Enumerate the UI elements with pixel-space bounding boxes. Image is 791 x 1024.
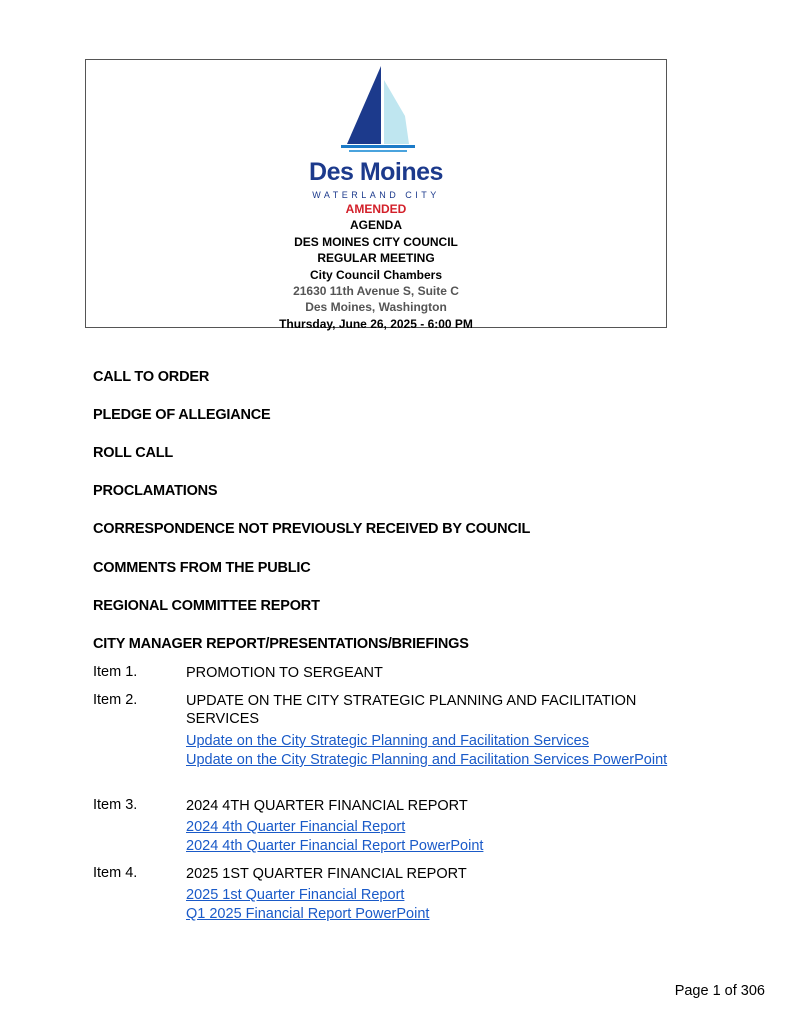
item-3-title: 2024 4TH QUARTER FINANCIAL REPORT: [186, 798, 468, 814]
logo-name: Des Moines: [309, 158, 443, 186]
meeting-location: City Council Chambers: [309, 267, 443, 282]
meeting-address: 21630 11th Avenue S, Suite C: [293, 284, 459, 299]
meeting-type: REGULAR MEETING: [317, 251, 435, 266]
section-pledge: PLEDGE OF ALLEGIANCE: [93, 407, 271, 423]
section-roll-call: ROLL CALL: [93, 445, 174, 461]
logo-tagline: WATERLAND CITY: [312, 190, 440, 200]
item-2-title: UPDATE ON THE CITY STRATEGIC PLANNING AND FACILITATION SERVICES: [186, 693, 637, 727]
item-4-link-2[interactable]: Q1 2025 Financial Report PowerPoint: [186, 906, 430, 922]
meeting-city: Des Moines, Washington: [305, 300, 447, 315]
meeting-datetime: Thursday, June 26, 2025 - 6:00 PM: [279, 316, 473, 331]
amended-label: AMENDED: [345, 202, 407, 216]
sailboat-logo-icon: [301, 64, 451, 156]
item-4-number: Item 4.: [93, 865, 138, 881]
section-call-to-order: CALL TO ORDER: [93, 369, 210, 385]
item-2-link-2[interactable]: Update on the City Strategic Planning and Facilitation Services PowerPoint: [186, 752, 668, 768]
agenda-header-box: [85, 59, 667, 331]
section-public-comments: COMMENTS FROM THE PUBLIC: [93, 560, 311, 576]
page-number: Page 1 of 306: [674, 983, 765, 999]
item-4-link-1[interactable]: 2025 1st Quarter Financial Report: [186, 887, 405, 903]
item-3-link-2[interactable]: 2024 4th Quarter Financial Report PowerPoint: [186, 838, 484, 854]
section-correspondence: CORRESPONDENCE NOT PREVIOUSLY RECEIVED BY COUNCIL: [93, 521, 531, 537]
section-regional-committee: REGIONAL COMMITTEE REPORT: [93, 598, 320, 614]
item-2-link-1[interactable]: Update on the City Strategic Planning and Facilitation Services: [186, 733, 589, 749]
section-proclamations: PROCLAMATIONS: [93, 483, 218, 499]
item-1-title: PROMOTION TO SERGEANT: [186, 665, 383, 681]
item-4-title: 2025 1ST QUARTER FINANCIAL REPORT: [186, 866, 467, 882]
item-3-link-1[interactable]: 2024 4th Quarter Financial Report: [186, 819, 406, 835]
section-city-manager-report: CITY MANAGER REPORT/PRESENTATIONS/BRIEFINGS: [93, 636, 469, 652]
item-3-number: Item 3.: [93, 797, 138, 813]
item-1-number: Item 1.: [93, 664, 138, 680]
agenda-label: AGENDA: [349, 218, 402, 233]
item-2-number: Item 2.: [93, 692, 138, 708]
meeting-info: [86, 201, 666, 332]
council-name: DES MOINES CITY COUNCIL: [294, 234, 458, 249]
